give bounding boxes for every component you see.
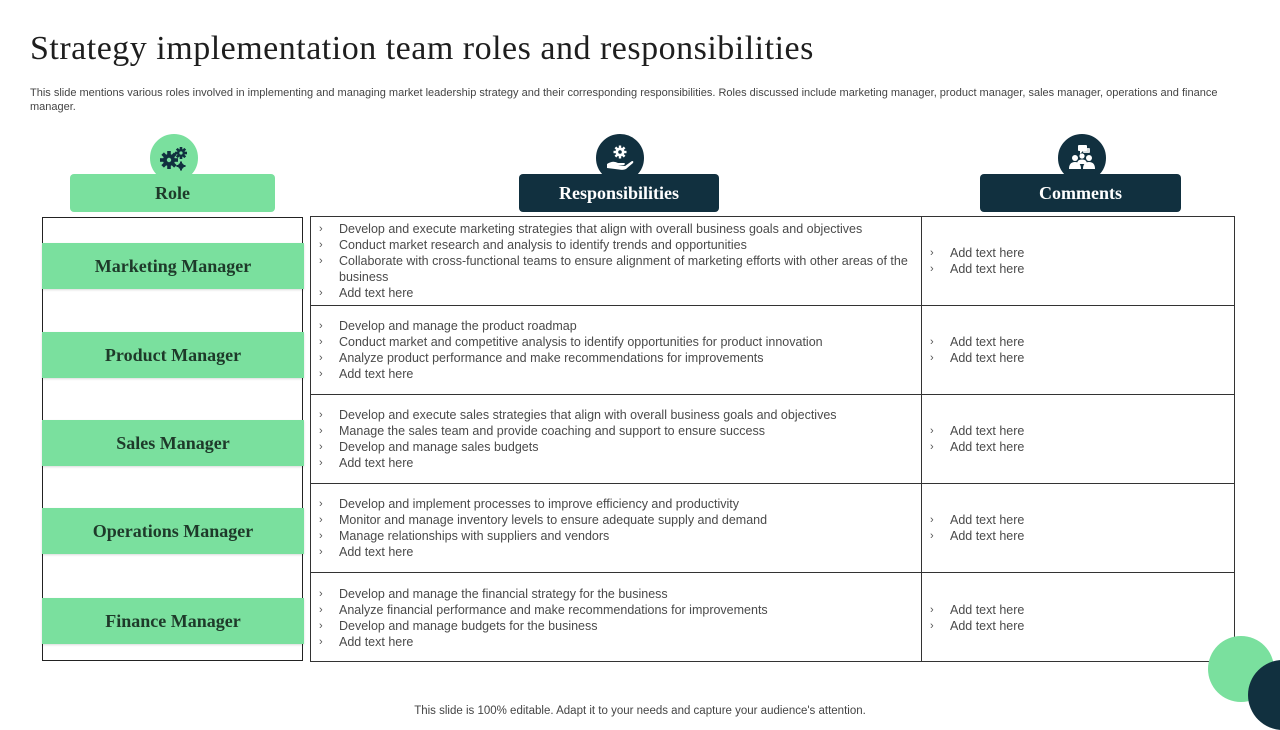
role-box: Sales Manager [42,420,304,466]
list-item: › Develop and execute marketing strategies that align with overall business goals and objectives [319,222,863,236]
list-item: › Conduct market research and analysis to identify trends and opportunities [319,238,747,252]
list-item: › Add text here [930,529,1025,543]
list-item: › Develop and implement processes to improve efficiency and productivity [319,497,739,511]
role-box: Marketing Manager [42,243,304,289]
comments-cell [922,217,1234,305]
role-box: Finance Manager [42,598,304,644]
list-item: › Add text here [930,602,1025,617]
responsibilities-cell [311,217,922,305]
comments-cell [922,573,1234,662]
list-item: › Add text here [930,424,1025,438]
table-row [311,217,1234,306]
list-item: › Add text here [930,262,1025,276]
list-item: › Manage relationships with suppliers and vendors [319,529,610,543]
list-item: › Add text here [319,634,414,649]
responsibilities-cell [311,484,922,572]
page-title: Strategy implementation team roles and responsibilities [30,30,814,67]
table-row [311,573,1234,662]
table-row [311,484,1234,573]
responsibilities-cell [311,306,922,394]
list-item: › Add text here [930,351,1025,365]
list-item: › Analyze product performance and make recommendations for improvements [319,351,764,365]
comments-header: Comments [980,174,1181,212]
responsibilities-cell [311,395,922,483]
list-item: › Monitor and manage inventory levels to ensure adequate supply and demand [319,513,768,527]
list-item: › Add text here [930,513,1025,527]
list-item: › Collaborate with cross-functional teams to ensure alignment of marketing efforts with other areas of the business [319,254,908,284]
comments-cell [922,306,1234,394]
list-item: › Add text here [319,286,414,300]
list-item: › Add text here [930,335,1025,349]
list-item: › Develop and manage the financial strategy for the business [319,586,668,601]
page-subtitle: This slide mentions various roles involved in implementing and managing market leadership strategy and their corresponding responsibilities. Roles discussed include marketing manager, product manager, sales manager, operations and finance manager. [30,87,1218,113]
list-item: › Add text here [930,618,1025,633]
list-item: › Develop and manage sales budgets [319,440,539,454]
responsibilities-cell [311,573,922,662]
comments-cell [922,484,1234,572]
list-item: › Manage the sales team and provide coaching and support to ensure success [319,424,765,438]
list-item: › Add text here [319,545,414,559]
role-box: Product Manager [42,332,304,378]
list-item: › Conduct market and competitive analysis to identify opportunities for product innovation [319,335,823,349]
list-item: › Analyze financial performance and make recommendations for improvements [319,602,768,617]
list-item: › Add text here [319,456,414,470]
list-item: › Develop and manage the product roadmap [319,319,577,333]
responsibilities-table [310,216,1235,662]
responsibilities-header: Responsibilities [519,174,719,212]
list-item: › Add text here [930,440,1025,454]
footer-note: This slide is 100% editable. Adapt it to your needs and capture your audience's attention. [414,705,866,717]
list-item: › Develop and manage budgets for the business [319,618,598,633]
table-row [311,395,1234,484]
list-item: › Add text here [319,367,414,381]
comments-cell [922,395,1234,483]
table-row [311,306,1234,395]
list-item: › Develop and execute sales strategies that align with overall business goals and objectives [319,408,837,422]
list-item: › Add text here [930,246,1025,260]
role-box: Operations Manager [42,508,304,554]
role-header: Role [70,174,275,212]
